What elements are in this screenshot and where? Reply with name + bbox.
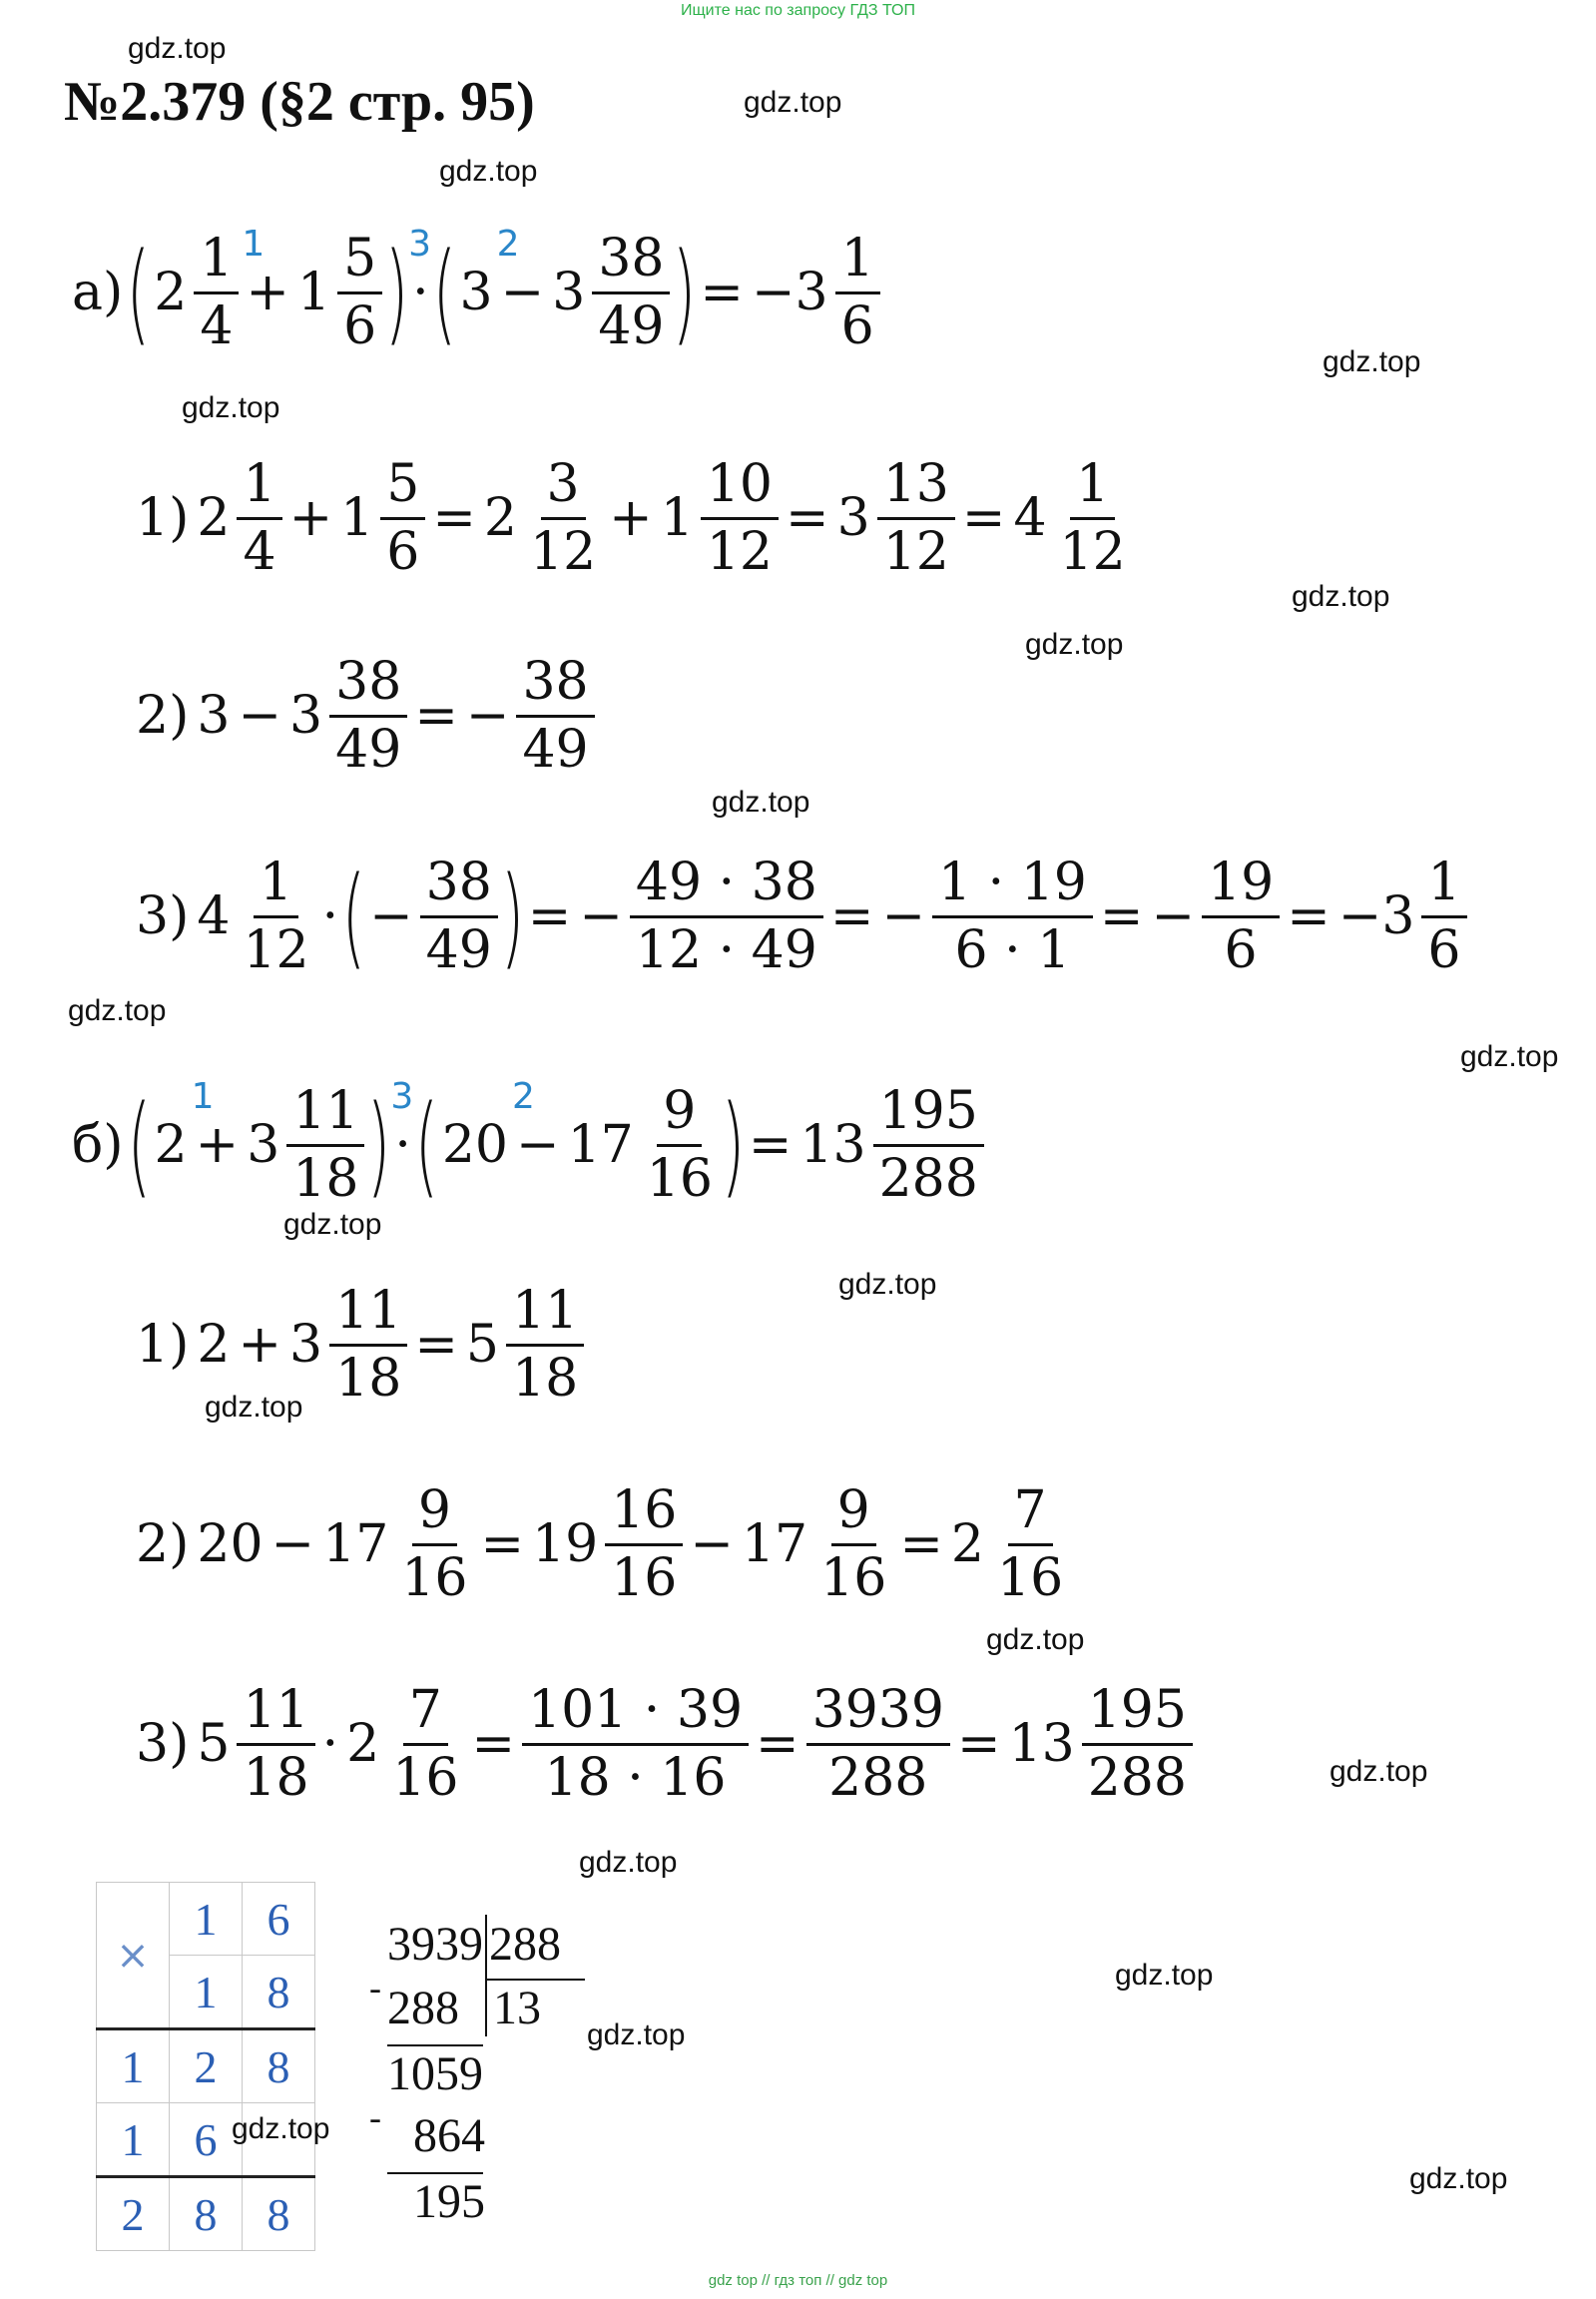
watermark: gdz.top [587, 2018, 686, 2051]
watermark: gdz.top [1323, 345, 1421, 378]
order-mark: 1 [191, 1076, 215, 1118]
divisor: 288 [489, 1918, 561, 1971]
dividend: 3939 [387, 1918, 483, 1971]
step-b2: 2) 20 − 17 $\frac{9}{16}$ = 19 $\frac{16}{16}$ − 17 $\frac{9}{16}$ = 2 $\frac{7}{16}$ [136, 1480, 1064, 1608]
watermark: gdz.top [1460, 1040, 1559, 1073]
footer-links[interactable]: gdz top // гдз топ // gdz top [708, 2272, 888, 2289]
expression-b: б) ( 2 + 1 3 $\frac{11}{18}$ ) · 3 ( 20 − 2 17 $\frac{9}{16}$ ) = 13 $\frac{195}{288}$ [68, 1084, 987, 1206]
watermark: gdz.top [68, 994, 167, 1027]
part-label: б) [72, 1115, 124, 1176]
fraction: $\frac{1}{6}$ [835, 232, 880, 353]
multiply-sign: × [97, 1883, 170, 2029]
watermark: gdz.top [439, 155, 538, 188]
watermark: gdz.top [712, 786, 810, 819]
step-a2: 2) 3 − 3 $\frac{38}{49}$ = − $\frac{38}{49}$ [132, 655, 598, 777]
watermark: gdz.top [1330, 1755, 1428, 1788]
watermark: gdz.top [838, 1268, 937, 1301]
watermark: gdz.top [1292, 580, 1390, 613]
watermark: gdz.top [1025, 628, 1124, 661]
search-banner[interactable]: Ищите нас по запросу ГДЗ ТОП [681, 2, 915, 19]
fraction: $\frac{5}{6}$ [337, 232, 382, 353]
order-mark: 2 [512, 1076, 535, 1118]
watermark: gdz.top [986, 1623, 1085, 1656]
order-mark: 2 [496, 224, 520, 266]
fraction: $\frac{38}{49}$ [592, 232, 670, 353]
watermark: gdz.top [128, 32, 227, 65]
order-mark: 1 [242, 224, 266, 266]
step-b1: 1) 2 + 3 $\frac{11}{18}$ = 5 $\frac{11}{18}$ [132, 1284, 587, 1406]
watermark: gdz.top [283, 1208, 382, 1241]
problem-title: №2.379 (§2 стр. 95) [64, 71, 535, 133]
long-division: 3939 288 13 - 288 1059 - 864 195 [369, 1897, 589, 2216]
part-label: а) [72, 263, 124, 323]
fraction: $\frac{1}{4}$ [194, 232, 239, 353]
quotient: 13 [493, 1982, 541, 2034]
watermark: gdz.top [1409, 2162, 1508, 2195]
step-a3: 3) 4 $\frac{1}{12}$ · ( − $\frac{38}{49}$ ) = − $\frac{49 \cdot 38}{12 \cdot 49}$ = − $\frac{1 \cdot 19}{6 \cdot 1}$ = − $\frac{19}{6}$ = −3 $\frac{1}{6}$ [132, 856, 1470, 977]
watermark: gdz.top [205, 1391, 303, 1424]
step-b3: 3) 5 $\frac{11}{18}$ · 2 $\frac{7}{16}$ = $\frac{101 \cdot 39}{18 \cdot 16}$ = $\frac{3939}{288}$ = 13 $\frac{195}{288}$ [132, 1683, 1196, 1805]
order-mark: 3 [390, 1076, 414, 1118]
watermark: gdz.top [579, 1846, 678, 1879]
watermark: gdz.top [182, 391, 280, 424]
order-mark: 3 [408, 224, 431, 266]
watermark: gdz.top [232, 2112, 330, 2145]
watermark: gdz.top [744, 86, 842, 119]
expression-a: а) ( 2 $\frac{1}{4}$ + 1 1 $\frac{5}{6}$ ) · 3 ( 3 − 2 3 $\frac{38}{49}$ ) = −3 $\frac{1}{6}$ [68, 232, 883, 353]
multiplication-grid: × 1 6 1 8 1 2 8 1 6 2 8 8 [96, 1882, 315, 2251]
watermark: gdz.top [1115, 1959, 1214, 1992]
step-a1: 1) 2 $\frac{1}{4}$ + 1 $\frac{5}{6}$ = 2 $\frac{3}{12}$ + 1 $\frac{10}{12}$ = 3 $\frac{13}{12}$ = 4 $\frac{1}{12}$ [136, 454, 1126, 582]
